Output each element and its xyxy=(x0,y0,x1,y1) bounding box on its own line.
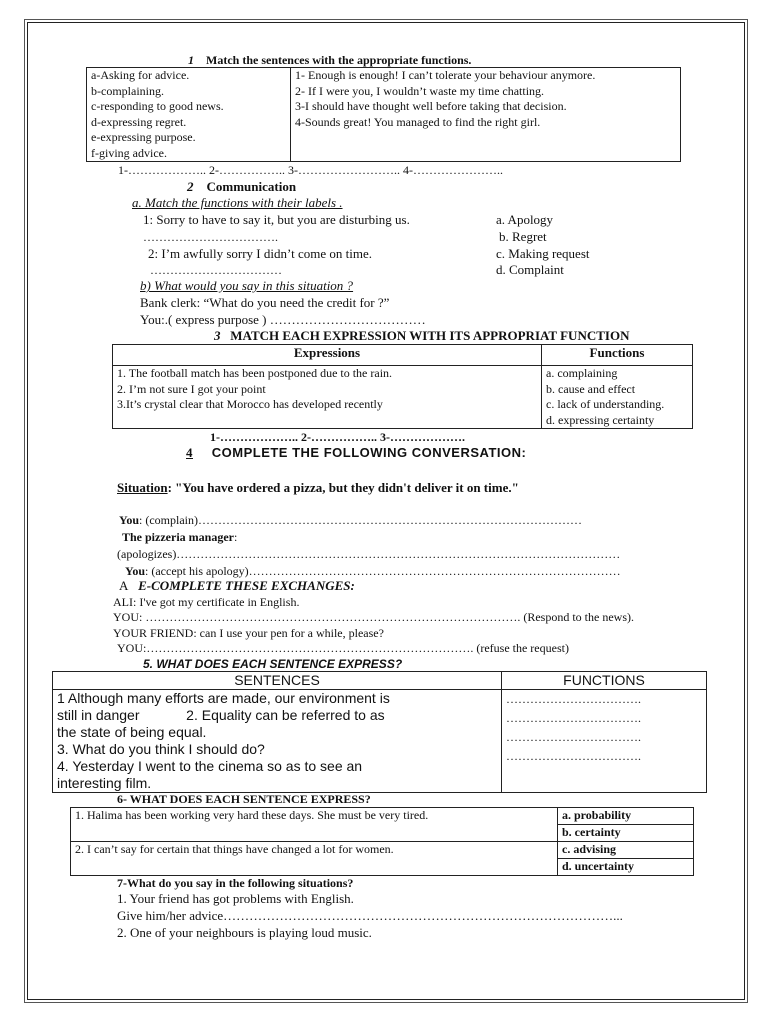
manager-line: The pizzeria manager: xyxy=(122,530,238,544)
option-making-request: c. Making request xyxy=(496,246,590,261)
sentence-item: 2- If I were you, I wouldn’t waste my time chatting. xyxy=(295,83,545,98)
function-item: c-responding to good news. xyxy=(91,99,224,113)
function-blank: ……………………………. xyxy=(506,711,641,725)
function-item: a. complaining xyxy=(546,366,618,380)
section2-a-label: a. Match the functions with their labels . xyxy=(132,195,343,210)
section7-line2: Give him/her advice………………………………………………………………………………... xyxy=(117,908,623,923)
section2-item2: 2: I’m awfully sorry I didn’t come on time. xyxy=(148,246,372,261)
section1-heading: 1 Match the sentences with the appropriate functions. xyxy=(188,53,472,67)
function-item: e-expressing purpose. xyxy=(91,130,196,144)
friend-line: YOUR FRIEND: can I use your pen for a while, please? xyxy=(113,626,384,640)
expression-item: 3.It’s crystal clear that Morocco has developed recently xyxy=(117,397,383,411)
option-regret: b. Regret xyxy=(499,229,547,244)
function-blank: ……………………………. xyxy=(506,749,641,763)
section7-heading: 7-What do you say in the following situations? xyxy=(117,876,354,890)
sentence-line: 4. Yesterday I went to the cinema so as to see an xyxy=(57,758,363,774)
section6-heading: 6- WHAT DOES EACH SENTENCE EXPRESS? xyxy=(117,792,371,806)
section2-item1-dots: ……………………………. xyxy=(143,230,278,244)
sentences-cell xyxy=(53,690,502,793)
you-accept-line: You: (accept his apology)………………………………………………………………………………… xyxy=(125,564,621,578)
function-item: d. expressing certainty xyxy=(546,412,655,427)
section1-table xyxy=(86,67,681,162)
option-certainty: b. certainty xyxy=(558,825,694,842)
situation-line: Situation: "You have ordered a pizza, but they didn't deliver it on time." xyxy=(117,480,519,495)
you-purpose-line: You:.( express purpose ) ……………………………… xyxy=(140,312,426,327)
expression-item: 1. The football match has been postponed due to the rain. xyxy=(117,366,393,380)
you-complain-line: You: (complain)…………………………………………………………………………………… xyxy=(119,513,582,527)
sentence-line: 3. What do you think I should do? xyxy=(57,741,265,757)
section4-heading: 4 COMPLETE THE FOLLOWING CONVERSATION: xyxy=(186,445,527,460)
section2-b-label: b) What would you say in this situation ? xyxy=(140,278,354,293)
sentences-cell xyxy=(291,68,681,162)
sentence-line: 1 Although many efforts are made, our environment is xyxy=(57,690,390,706)
option-complaint: d. Complaint xyxy=(496,262,564,277)
sentence-item: 4-Sounds great! You managed to find the right girl. xyxy=(295,114,541,129)
option-uncertainty: d. uncertainty xyxy=(558,859,694,876)
sentence-item: 1- Enough is enough! I can’t tolerate your behaviour anymore. xyxy=(295,68,596,82)
function-item: c. lack of understanding. xyxy=(546,397,665,411)
expression-item: 2. I’m not sure I got your point xyxy=(117,381,266,396)
sentence-cell-2: 2. I can’t say for certain that things have changed a lot for women. xyxy=(71,842,558,876)
functions-cell xyxy=(502,690,707,793)
you-refuse-line: YOU:………………………………………………………………………. (refuse the request) xyxy=(117,641,569,655)
section1-answers: 1-……………….. 2-…………….. 3-…………………….. 4-………………….. xyxy=(118,163,503,177)
function-item: a-Asking for advice. xyxy=(91,68,190,82)
option-apology: a. Apology xyxy=(496,212,554,227)
col-expressions: Expressions xyxy=(113,345,542,366)
section7-line1: 1. Your friend has got problems with English. xyxy=(117,891,354,906)
function-item: d-expressing regret. xyxy=(91,114,187,129)
section7-line3: 2. One of your neighbours is playing loud music. xyxy=(117,925,372,940)
col-sentences: SENTENCES xyxy=(53,672,502,690)
function-item: f-giving advice. xyxy=(91,145,167,160)
section2-heading: 2 Communication xyxy=(187,179,297,194)
function-blank: ……………………………. xyxy=(506,692,641,706)
col-functions: Functions xyxy=(542,345,693,366)
sentence-item: 3-I should have thought well before taking that decision. xyxy=(295,99,567,113)
col-functions: FUNCTIONS xyxy=(502,672,707,690)
sentence-line: interesting film. xyxy=(57,775,152,791)
you-respond-line: YOU: …………………………………………………………………………………. (Respond to the news). xyxy=(113,610,634,624)
sectionA-heading: A E-COMPLETE THESE EXCHANGES: xyxy=(119,578,355,593)
ali-line: ALI: I've got my certificate in English. xyxy=(113,595,300,609)
functions-cell xyxy=(542,366,693,429)
option-probability: a. probability xyxy=(558,808,694,825)
apologizes-line: (apologizes)………………………………………………………………………………………………… xyxy=(117,547,621,561)
expressions-cell xyxy=(113,366,542,429)
section3-table xyxy=(112,344,693,429)
section2-item1: 1: Sorry to have to say it, but you are disturbing us. xyxy=(143,212,410,227)
option-advising: c. advising xyxy=(558,842,694,859)
section3-answers: 1-……………….. 2-…………….. 3-………………. xyxy=(210,430,465,444)
sentence-cell-1: 1. Halima has been working very hard these days. She must be very tired. xyxy=(71,808,558,842)
functions-cell xyxy=(87,68,291,162)
bank-clerk-line: Bank clerk: “What do you need the credit for ?” xyxy=(140,295,390,310)
function-blank: ……………………………. xyxy=(506,730,641,744)
sentence-line: the state of being equal. xyxy=(57,724,207,740)
function-item: b-complaining. xyxy=(91,83,164,98)
function-item: b. cause and effect xyxy=(546,381,636,396)
section6-table xyxy=(70,807,694,876)
section3-heading: 3 MATCH EACH EXPRESSION WITH ITS APPROPRIAT FUNCTION xyxy=(214,328,630,343)
section2-item2-dots: …………………………… xyxy=(150,263,282,277)
section5-heading: 5. WHAT DOES EACH SENTENCE EXPRESS? xyxy=(143,657,403,671)
section5-table xyxy=(52,671,707,793)
sentence-line: still in danger 2. Equality can be referred to as xyxy=(57,707,385,723)
